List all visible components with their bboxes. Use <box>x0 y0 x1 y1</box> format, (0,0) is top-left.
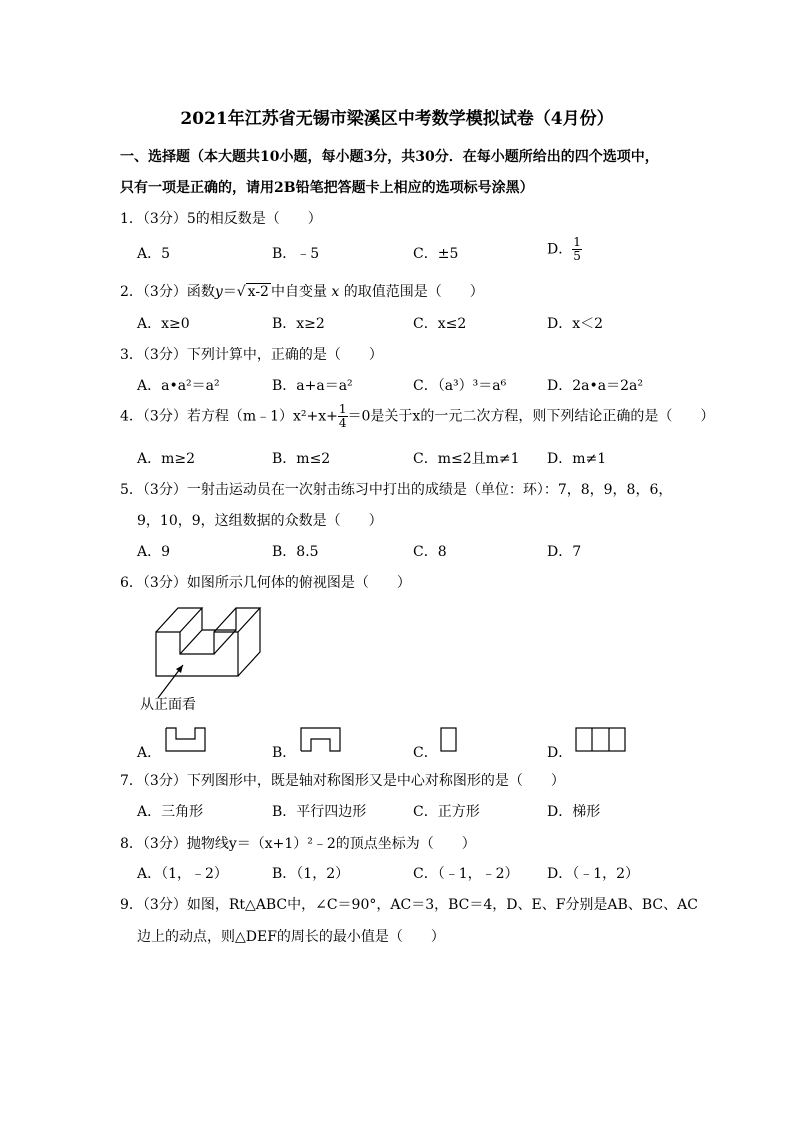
option-a-shape <box>165 727 207 753</box>
question-8-option-a: A．（1，﹣2） <box>137 866 228 882</box>
section-heading-line2: 只有一项是正确的，请用2B铅笔把答题卡上相应的选项标号涂黑） <box>120 180 534 196</box>
fraction-denominator: 4 <box>338 416 347 430</box>
section-heading-line1: 一、选择题（本大题共10小题，每小题3分，共30分．在每小题所给出的四个选项中， <box>120 149 659 165</box>
question-5-option-c: C．8 <box>413 544 447 560</box>
question-3-option-a: A．a•a²＝a² <box>137 378 220 394</box>
option-b-shape <box>300 727 342 753</box>
var-y: y <box>214 284 223 300</box>
fraction-numerator: 1 <box>338 402 347 416</box>
question-1-option-d-prefix: D． <box>547 241 573 258</box>
question-1-option-b: B．﹣5 <box>272 246 320 262</box>
question-1-option-a: A．5 <box>137 246 171 262</box>
equals-sign: ＝ <box>222 284 237 300</box>
question-5-stem-line1: 5．（3分）一射击运动员在一次射击练习中打出的成绩是（单位：环）：7，8，9，8，6， <box>120 482 673 498</box>
question-1-stem: 1．（3分）5的相反数是（ ） <box>120 211 322 227</box>
question-8-option-c: C．（﹣1，﹣2） <box>413 866 519 882</box>
question-2-option-c: C．x≤2 <box>413 316 467 332</box>
fraction-numerator: 1 <box>573 235 581 249</box>
fraction-one-quarter <box>338 403 348 430</box>
question-2-stem <box>120 281 484 301</box>
question-9-stem-line2: 边上的动点，则△DEF的周长的最小值是（ ） <box>137 929 445 945</box>
question-5-option-a: A．9 <box>137 544 171 560</box>
question-4-option-c: C．m≤2且m≠1 <box>413 451 520 467</box>
question-4-option-a: A．m≥2 <box>137 451 196 467</box>
question-7-option-b: B．平行四边形 <box>272 804 367 820</box>
question-4-part1: 4．（3分）若方程（m﹣1）x²+x+ <box>120 408 338 425</box>
question-3-option-b: B．a+a＝a² <box>272 378 353 394</box>
fraction-denominator: 5 <box>573 249 581 263</box>
question-2-option-a: A．x≥0 <box>137 316 190 332</box>
question-3-option-d: D．2a•a＝2a² <box>547 378 643 394</box>
question-7-option-d: D．梯形 <box>547 804 601 820</box>
question-4-option-b: B．m≤2 <box>272 451 331 467</box>
question-7-option-a: A．三角形 <box>137 804 204 820</box>
question-8-stem: 8．（3分）抛物线y＝（x+1）²﹣2的顶点坐标为（ ） <box>120 836 476 852</box>
question-2-part2: 中自变量 <box>270 284 327 300</box>
question-1-option-d <box>547 236 582 263</box>
question-5-option-d: D．7 <box>547 544 582 560</box>
question-5-stem-line2: 9，10，9，这组数据的众数是（ ） <box>137 513 383 529</box>
question-7-stem: 7．（3分）下列图形中，既是轴对称图形又是中心对称图形的是（ ） <box>120 773 565 789</box>
question-2-option-b: B．x≥2 <box>272 316 325 332</box>
question-6-option-d: D． <box>547 745 573 761</box>
question-8-option-b: B．（1，2） <box>272 866 350 882</box>
question-3-stem: 3．（3分）下列计算中，正确的是（ ） <box>120 347 383 363</box>
question-6-option-b: B． <box>272 745 297 761</box>
option-d-shape <box>575 727 627 753</box>
question-9-stem-line1: 9．（3分）如图，Rt△ABC中，∠C＝90°，AC＝3，BC＝4，D、E、F分别是AB、BC、AC <box>120 897 698 913</box>
question-2-part1: 2．（3分）函数 <box>120 284 215 300</box>
var-x: x <box>331 284 340 300</box>
figure-caption: 从正面看 <box>140 697 196 713</box>
question-2-part3: 的取值范围是（ ） <box>343 284 484 300</box>
question-7-option-c: C．正方形 <box>413 804 480 820</box>
option-c-shape <box>440 727 458 753</box>
fraction-one-fifth <box>572 236 582 263</box>
question-4-option-d: D．m≠1 <box>547 451 607 467</box>
question-1-option-c: C．±5 <box>413 246 459 262</box>
sqrt-body: x-2 <box>247 284 269 300</box>
question-6-stem: 6．（3分）如图所示几何体的俯视图是（ ） <box>120 575 411 591</box>
question-6-option-c: C． <box>413 745 438 761</box>
question-8-option-d: D．（﹣1，2） <box>547 866 640 882</box>
question-5-option-b: B．8.5 <box>272 544 319 560</box>
question-4-part2: ＝0是关于x的一元二次方程，则下列结论正确的是（ ） <box>347 408 715 425</box>
sqrt-symbol: √ <box>236 284 246 300</box>
question-3-option-c: C．（a³）³＝a⁶ <box>413 378 507 394</box>
question-2-option-d: D．x＜2 <box>547 316 604 332</box>
question-4-stem <box>120 403 714 430</box>
page-title: 2021年江苏省无锡市梁溪区中考数学模拟试卷（4月份） <box>180 109 614 129</box>
question-6-option-a: A． <box>137 745 162 761</box>
geometric-solid-figure <box>150 602 270 702</box>
